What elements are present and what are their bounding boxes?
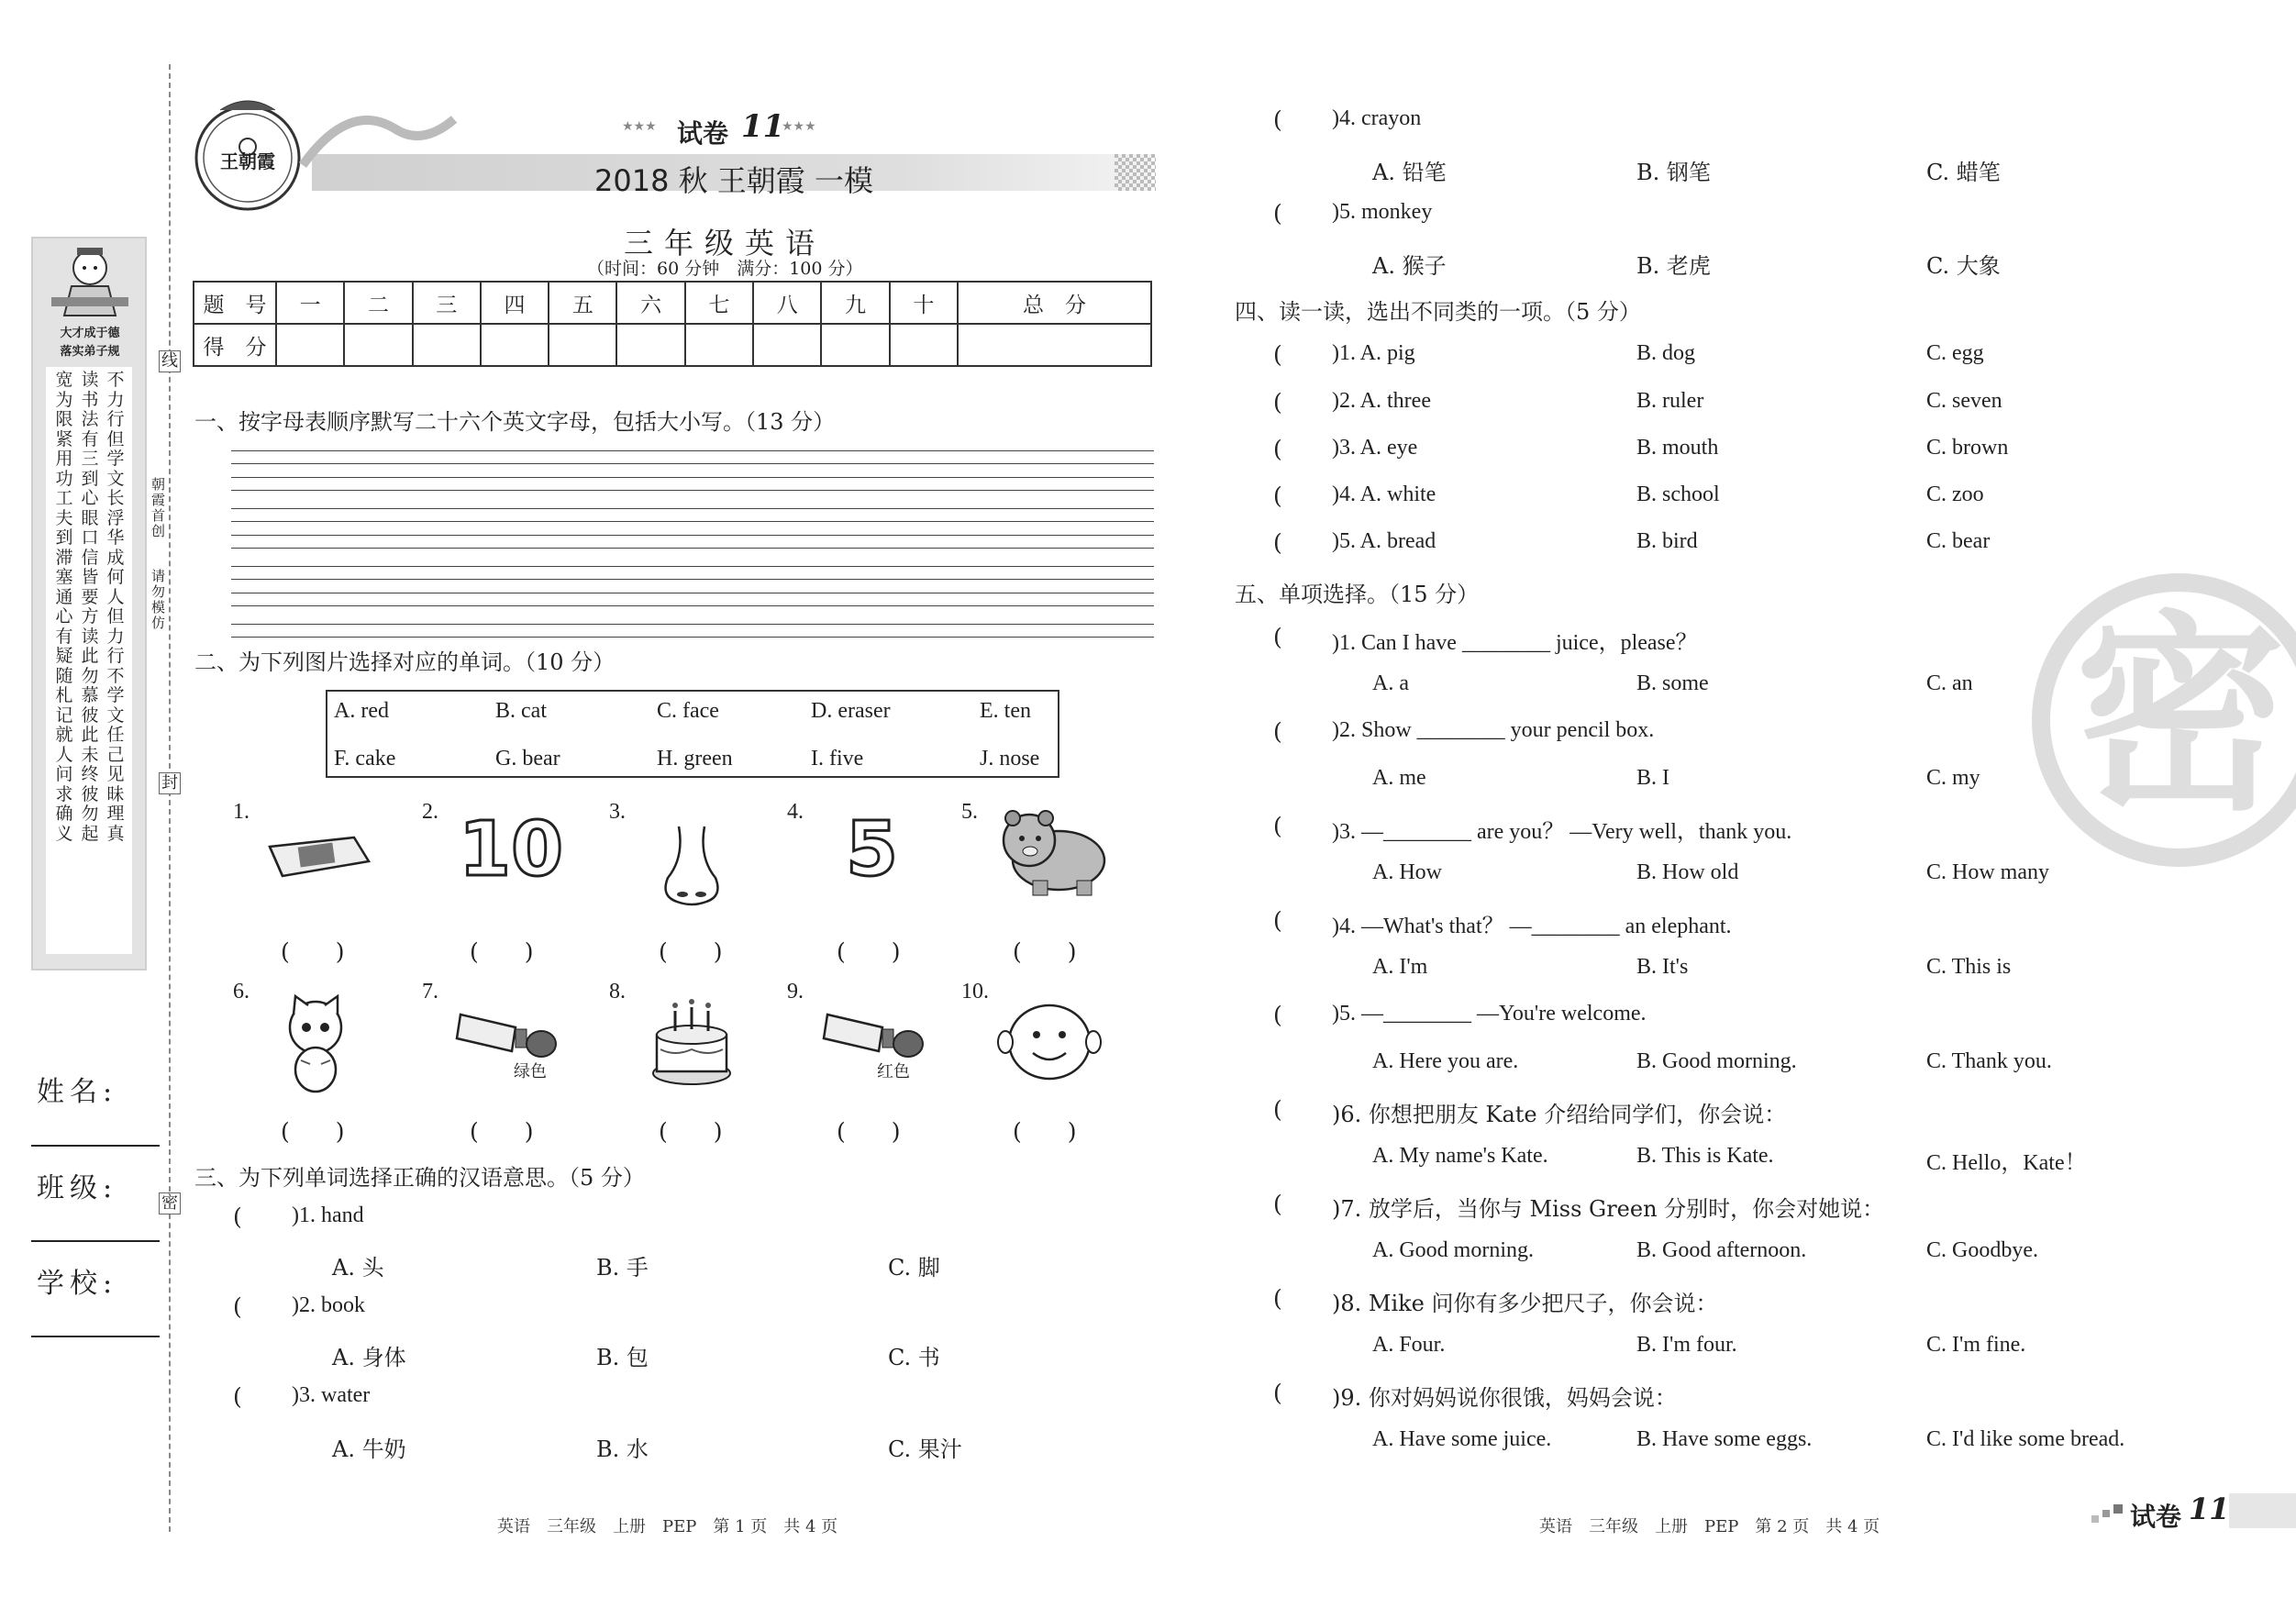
option-b: B. 手 [596, 1255, 649, 1281]
answer-blank[interactable]: ( ) [281, 938, 345, 965]
paper-number: 11 [741, 108, 785, 145]
picture-number: 5. [961, 800, 978, 824]
motto-title-2: 落实弟子规 [60, 345, 120, 359]
option-c: C. my [1926, 766, 1980, 790]
question-text: )2. book [292, 1293, 365, 1317]
question-text: )6. 你想把朋友 Kate 介绍给同学们，你会说： [1332, 1102, 1787, 1127]
checker-pattern [1115, 154, 1156, 191]
section5-title: 五、单项选择。（15 分） [1235, 582, 1480, 607]
cut-mark: 线 [159, 350, 181, 372]
cat-icon [273, 991, 361, 1097]
birthday-cake-icon [648, 993, 736, 1088]
option-b: B. Have some eggs. [1636, 1427, 1813, 1451]
answer-blank[interactable]: ( [1273, 624, 1282, 650]
score-cell[interactable] [890, 324, 958, 366]
red-paint-tube-icon [818, 1004, 926, 1070]
score-cell[interactable] [958, 324, 1151, 366]
name-label: 姓名: [37, 1076, 118, 1108]
option-c: C. seven [1926, 389, 2002, 413]
badge-background [2229, 1493, 2296, 1528]
option-b: B. 水 [596, 1436, 649, 1462]
option-c: C. zoo [1926, 482, 1984, 506]
option-c: C. I'd like some bread. [1926, 1427, 2125, 1451]
answer-blank[interactable]: ( ) [470, 938, 534, 965]
score-cell[interactable] [344, 324, 412, 366]
scholar-figure-icon [44, 240, 136, 321]
option-a: A. 牛奶 [332, 1436, 406, 1462]
option-b: B. ruler [1636, 389, 1704, 413]
page-footer: 英语 三年级 上册 PEP 第 2 页 共 4 页 [1539, 1517, 1880, 1536]
score-cell[interactable] [821, 324, 889, 366]
subject-title: 三年级英语 [624, 226, 826, 261]
row-label: 得 分 [194, 324, 276, 366]
question-text: )3. A. eye [1332, 436, 1418, 460]
question-text: )2. Show ________ your pencil box. [1332, 718, 1655, 742]
option-c: C. I'm fine. [1926, 1333, 2026, 1357]
name-field[interactable] [31, 1145, 160, 1147]
answer-blank[interactable]: ( ) [1013, 938, 1077, 965]
bear-icon [993, 807, 1108, 899]
option-a: A. Have some juice. [1372, 1427, 1552, 1451]
picture-number: 8. [609, 980, 626, 1004]
option-a: A. Here you are. [1372, 1049, 1519, 1073]
option-b: B. How old [1636, 860, 1739, 884]
option-a: A. How [1372, 860, 1442, 884]
number-five-image: 5 [846, 806, 899, 893]
answer-blank[interactable]: ( [1273, 529, 1282, 556]
answer-blank[interactable]: ( [1273, 389, 1282, 416]
option-a: A. 铅笔 [1372, 160, 1447, 185]
face-icon [996, 998, 1103, 1084]
option-c: C. 大象 [1926, 253, 2001, 279]
option-c: C. 书 [888, 1345, 940, 1370]
option-a: A. me [1372, 766, 1426, 790]
word-option: A. red [334, 699, 389, 723]
option-c: C. This is [1926, 955, 2012, 979]
answer-blank[interactable]: ( [1273, 907, 1282, 934]
option-a: A. Four. [1372, 1333, 1446, 1357]
question-text: )9. 你对妈妈说你很饿，妈妈会说： [1332, 1385, 1677, 1411]
question-text: )1. hand [292, 1203, 364, 1227]
answer-blank[interactable]: ( ) [281, 1118, 345, 1145]
question-text: )2. A. three [1332, 389, 1431, 413]
picture-number: 10. [961, 980, 989, 1004]
word-option: G. bear [495, 747, 560, 771]
binding-cut-line [169, 64, 171, 1532]
vertical-note: 请勿模仿 [151, 568, 166, 631]
word-option: B. cat [495, 699, 547, 723]
answer-blank[interactable]: ( [1273, 1380, 1282, 1406]
answer-blank[interactable]: ( [1273, 1096, 1282, 1123]
picture-number: 3. [609, 800, 626, 824]
picture-number: 4. [787, 800, 804, 824]
option-c: C. brown [1926, 436, 2009, 460]
option-b: B. This is Kate. [1636, 1144, 1774, 1168]
badge-number: 11 [2189, 1492, 2230, 1526]
option-b: B. 钢笔 [1636, 160, 1711, 185]
option-c: C. 蜡笔 [1926, 160, 2001, 185]
column-header: 十 [890, 282, 958, 324]
option-b: B. bird [1636, 529, 1698, 553]
word-option: E. ten [980, 699, 1031, 723]
option-b: B. school [1636, 482, 1720, 506]
word-option: J. nose [980, 747, 1040, 771]
answer-blank[interactable]: ( [1273, 106, 1282, 133]
row-label: 题 号 [194, 282, 276, 324]
score-cell[interactable] [616, 324, 684, 366]
answer-blank[interactable]: ( ) [837, 938, 901, 965]
confidential-watermark: 密 [2075, 592, 2287, 839]
question-text: )4. A. white [1332, 482, 1436, 506]
answer-blank[interactable]: ( [1273, 482, 1282, 509]
word-option: C. face [657, 699, 719, 723]
question-text: )1. A. pig [1332, 341, 1415, 365]
option-b: B. It's [1636, 955, 1689, 979]
question-text: )4. crayon [1332, 106, 1422, 130]
score-cell[interactable] [685, 324, 753, 366]
answer-blank[interactable]: ( ) [659, 938, 723, 965]
question-text: )5. A. bread [1332, 529, 1436, 553]
answer-blank[interactable]: ( [233, 1293, 242, 1320]
option-b: B. Good afternoon. [1636, 1238, 1807, 1262]
cut-mark: 封 [159, 772, 181, 794]
option-b: B. some [1636, 671, 1709, 695]
option-a: A. a [1372, 671, 1409, 695]
vertical-note: 朝霞首创 [151, 476, 166, 539]
answer-blank[interactable]: ( [1273, 1002, 1282, 1028]
option-c: C. an [1926, 671, 1973, 695]
question-text: )7. 放学后，当你与 Miss Green 分别时，你会对她说： [1332, 1196, 1885, 1222]
answer-blank[interactable]: ( ) [1013, 1118, 1077, 1145]
answer-blank[interactable]: ( [233, 1203, 242, 1230]
section4-title: 四、读一读，选出不同类的一项。（5 分） [1235, 299, 1641, 325]
stars-right: ★★★ [782, 119, 816, 134]
option-a: A. My name's Kate. [1372, 1144, 1548, 1168]
score-cell[interactable] [481, 324, 549, 366]
question-text: )5. —________ —You're welcome. [1332, 1002, 1647, 1026]
word-option: I. five [811, 747, 864, 771]
answer-blank[interactable]: ( [1273, 1285, 1282, 1312]
class-label: 班级: [37, 1172, 118, 1204]
option-c: C. How many [1926, 860, 2049, 884]
green-label: 绿色 [514, 1062, 547, 1081]
column-header: 总 分 [958, 282, 1151, 324]
option-c: C. 果汁 [888, 1436, 962, 1462]
class-field[interactable] [31, 1240, 160, 1242]
option-c: C. Hello，Kate！ [1926, 1151, 2087, 1175]
score-cell[interactable] [276, 324, 344, 366]
answer-blank[interactable]: ( [1273, 341, 1282, 368]
school-field[interactable] [31, 1336, 160, 1337]
answer-blank[interactable]: ( [1273, 436, 1282, 462]
eraser-icon [262, 830, 374, 885]
option-a: A. 猴子 [1372, 253, 1447, 279]
answer-blank[interactable]: ( [1273, 813, 1282, 839]
school-label: 学校: [37, 1268, 118, 1300]
picture-number: 9. [787, 980, 804, 1004]
time-info: （时间：60 分钟 满分：100 分） [587, 259, 863, 279]
column-header: 一 [276, 282, 344, 324]
column-header: 七 [685, 282, 753, 324]
nose-icon [659, 821, 725, 913]
question-text: )1. Can I have ________ juice，please？ [1332, 631, 1698, 655]
question-text: )4. —What's that？ —________ an elephant. [1332, 915, 1732, 938]
picture-number: 7. [422, 980, 438, 1004]
question-text: )3. —________ are you？ —Very well，thank you. [1332, 820, 1792, 844]
picture-number: 6. [233, 980, 250, 1004]
exam-title: 2018 秋 王朝霞 一模 [594, 163, 873, 198]
paper-label: 试卷 [677, 118, 729, 149]
option-c: C. egg [1926, 341, 1984, 365]
option-a: A. 头 [332, 1255, 384, 1281]
picture-number: 1. [233, 800, 250, 824]
answer-blank[interactable]: ( [1273, 718, 1282, 745]
red-label: 红色 [877, 1062, 910, 1081]
badge-squares [2091, 1504, 2128, 1526]
question-text: )3. water [292, 1383, 371, 1407]
column-header: 五 [549, 282, 616, 324]
word-option: H. green [657, 747, 733, 771]
score-table [193, 281, 1152, 367]
question-text: )5. monkey [1332, 200, 1433, 224]
section1-title: 一、按字母表顺序默写二十六个英文字母，包括大小写。（13 分） [194, 409, 836, 435]
option-c: C. 脚 [888, 1255, 940, 1281]
option-b: B. dog [1636, 341, 1696, 365]
option-b: B. Good morning. [1636, 1049, 1797, 1073]
answer-blank[interactable]: ( [1273, 1191, 1282, 1217]
stars-left: ★★★ [622, 119, 657, 134]
number-ten-image: 10 [459, 806, 564, 893]
answer-blank[interactable]: ( ) [470, 1118, 534, 1145]
answer-blank[interactable]: ( [1273, 200, 1282, 227]
option-a: A. I'm [1372, 955, 1428, 979]
column-header: 六 [616, 282, 684, 324]
picture-number: 2. [422, 800, 438, 824]
section2-title: 二、为下列图片选择对应的单词。（10 分） [194, 649, 616, 675]
answer-blank[interactable]: ( [233, 1383, 242, 1410]
option-c: C. bear [1926, 529, 1991, 553]
motto-column: 宽为限紧用功工夫到滞塞通心有疑随札记就人问求确义 [55, 370, 73, 844]
answer-blank[interactable]: ( ) [837, 1118, 901, 1145]
page-footer: 英语 三年级 上册 PEP 第 1 页 共 4 页 [497, 1517, 838, 1536]
option-b: B. 老虎 [1636, 253, 1711, 279]
answer-blank[interactable]: ( ) [659, 1118, 723, 1145]
column-header: 九 [821, 282, 889, 324]
option-b: B. mouth [1636, 436, 1719, 460]
cut-mark: 密 [159, 1192, 181, 1214]
column-header: 四 [481, 282, 549, 324]
option-b: B. I [1636, 766, 1669, 790]
question-text: )8. Mike 问你有多少把尺子，你会说： [1332, 1291, 1718, 1316]
option-a: A. 身体 [332, 1345, 406, 1370]
score-cell[interactable] [753, 324, 821, 366]
option-c: C. Thank you. [1926, 1049, 2052, 1073]
score-cell[interactable] [549, 324, 616, 366]
ribbon-decoration [294, 92, 459, 174]
logo-text: 王朝霞 [220, 150, 275, 172]
option-a: A. Good morning. [1372, 1238, 1534, 1262]
column-header: 三 [413, 282, 481, 324]
badge-label: 试卷 [2130, 1502, 2182, 1532]
word-option: F. cake [334, 747, 396, 771]
option-c: C. Goodbye. [1926, 1238, 2038, 1262]
motto-column: 不力行但学文长浮华成何人但力行不学文任己见昧理真 [106, 370, 125, 844]
section3-title: 三、为下列单词选择正确的汉语意思。（5 分） [194, 1165, 645, 1191]
option-b: B. I'm four. [1636, 1333, 1737, 1357]
score-cell[interactable] [413, 324, 481, 366]
word-option: D. eraser [811, 699, 891, 723]
column-header: 八 [753, 282, 821, 324]
motto-column: 读书法有三到心眼口信皆要方读此勿慕彼此未终彼勿起 [81, 370, 99, 844]
column-header: 二 [344, 282, 412, 324]
option-b: B. 包 [596, 1345, 649, 1370]
motto-title-1: 大才成于德 [60, 327, 120, 340]
